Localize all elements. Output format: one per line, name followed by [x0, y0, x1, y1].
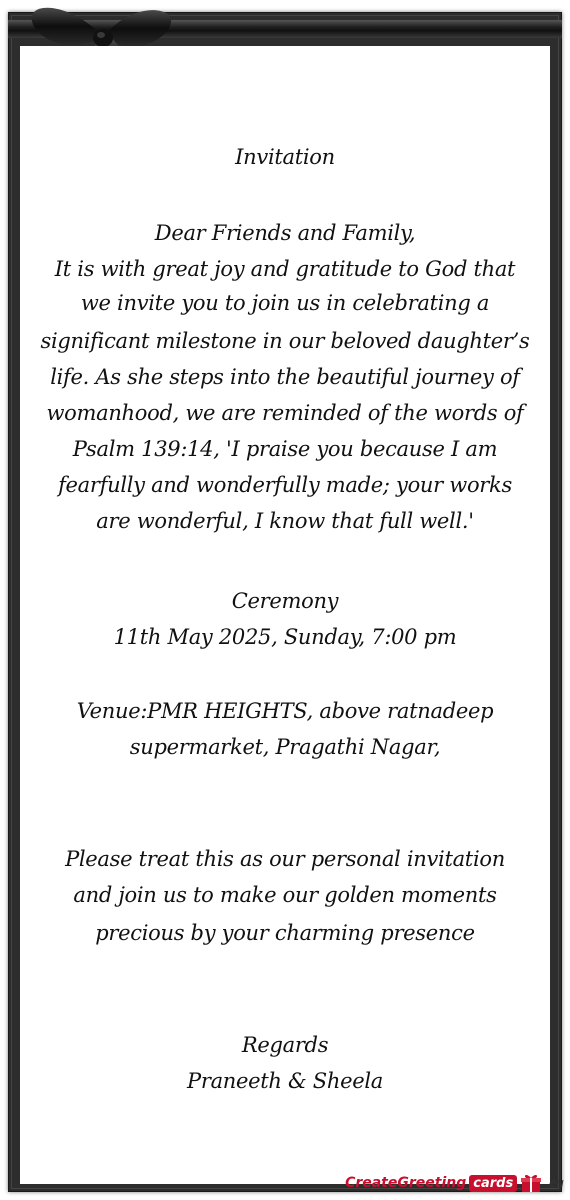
body-line: life. As she steps into the beautiful journey of	[50, 365, 520, 389]
closing-line: and join us to make our golden moments	[73, 883, 497, 907]
invitation-card	[20, 46, 550, 1184]
body-line: are wonderful, I know that full well.'	[96, 509, 474, 533]
regards-label: Regards	[241, 1033, 329, 1057]
body-line: fearfully and wonderfully made; your works	[58, 473, 512, 497]
closing-line: Please treat this as our personal invitation	[65, 847, 505, 871]
body-line: Psalm 139:14, 'I praise you because I am	[72, 437, 498, 461]
body-line: womanhood, we are reminded of the words of	[46, 401, 524, 425]
brand-watermark[interactable]	[345, 1170, 564, 1196]
ceremony-datetime: 11th May 2025, Sunday, 7:00 pm	[113, 625, 457, 649]
body-line: we invite you to join us in celebrating a	[80, 291, 490, 315]
body-line: It is with great joy and gratitude to God that	[54, 257, 516, 281]
gift-box-icon	[520, 1173, 542, 1193]
venue-line: supermarket, Pragathi Nagar,	[129, 735, 441, 759]
greeting: Dear Friends and Family,	[154, 221, 416, 245]
venue-line: Venue:PMR HEIGHTS, above ratnadeep	[76, 699, 494, 723]
closing-line: precious by your charming presence	[95, 921, 475, 945]
ceremony-label: Ceremony	[231, 589, 339, 613]
signature: Praneeth & Sheela	[187, 1069, 383, 1093]
brand-cards: cards	[469, 1175, 517, 1192]
brand-tld: .eu	[545, 1176, 564, 1190]
brand-name: CreateGreeting	[345, 1175, 467, 1191]
body-line: significant milestone in our beloved daughter’s	[40, 329, 530, 353]
invitation-heading: Invitation	[235, 145, 335, 169]
